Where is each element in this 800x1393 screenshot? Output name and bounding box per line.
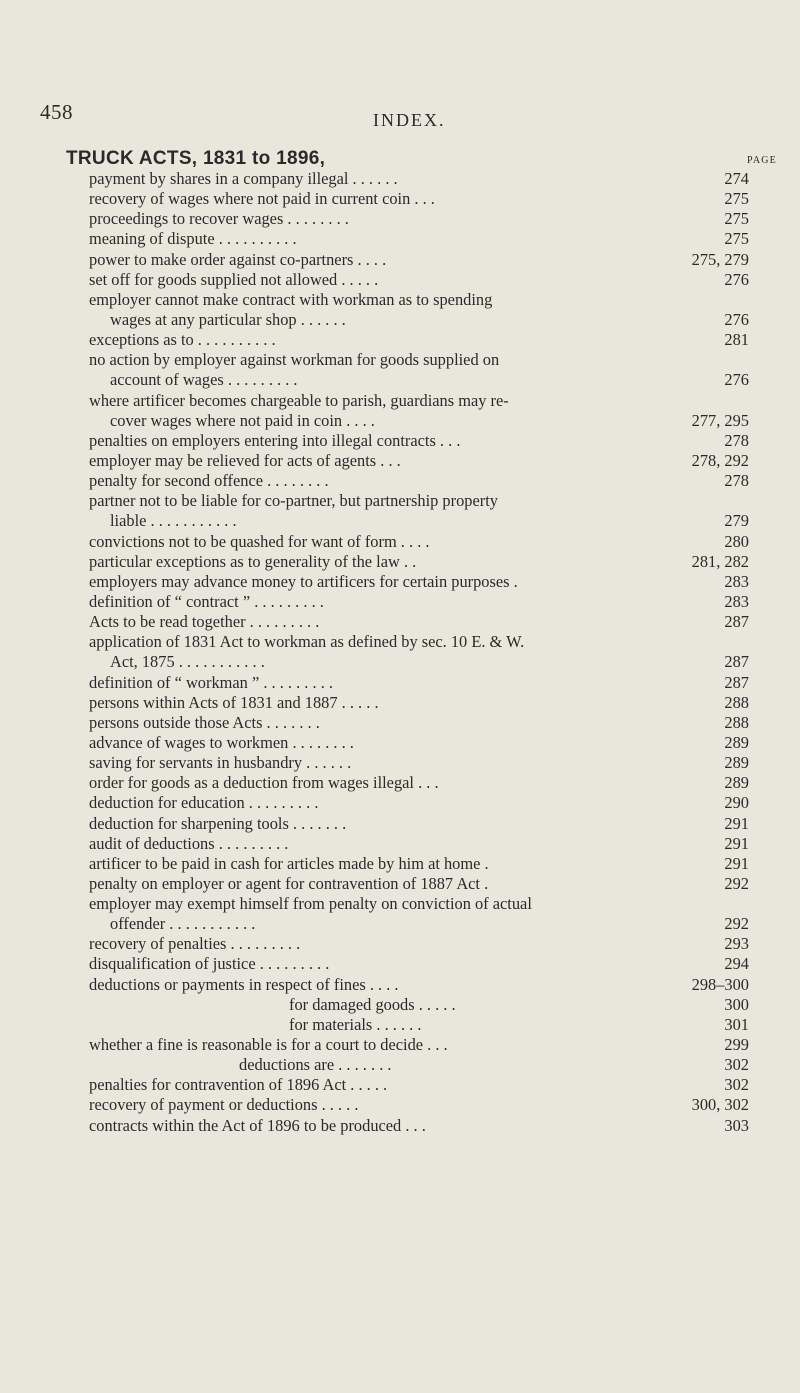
- index-line-text: application of 1831 Act to workman as defined by sec. 10 E. & W.: [89, 632, 525, 652]
- index-line: [89, 834, 749, 854]
- index-line: [89, 370, 749, 390]
- index-line: [89, 814, 749, 834]
- index-line-page-ref: 292: [724, 914, 749, 934]
- index-line-page-ref: 289: [724, 773, 749, 793]
- index-line-text: audit of deductions . . . . . . . . .: [89, 833, 289, 853]
- index-line: [89, 209, 749, 229]
- index-line-page-ref: 276: [724, 269, 749, 289]
- index-line-text: penalties for contravention of 1896 Act . . . . .: [89, 1075, 388, 1095]
- index-line: [89, 1015, 749, 1035]
- running-head: INDEX.: [373, 110, 446, 130]
- index-line-page-ref: 275: [724, 229, 749, 249]
- index-line-text: artificer to be paid in cash for articles made by him at home .: [89, 853, 489, 873]
- index-line: [89, 954, 749, 974]
- index-line-page-ref: 275: [724, 189, 749, 209]
- page-number: 458: [40, 100, 73, 124]
- index-line: [89, 572, 749, 592]
- index-line-page-ref: 289: [724, 753, 749, 773]
- index-line-text: proceedings to recover wages . . . . . . . .: [89, 209, 349, 229]
- index-line-text: wages at any particular shop . . . . . .: [110, 309, 346, 329]
- index-line-page-ref: 277, 295: [691, 410, 749, 430]
- index-line: [89, 652, 749, 672]
- index-line-page-ref: 280: [724, 531, 749, 551]
- index-line-page-ref: 288: [724, 692, 749, 712]
- index-entry-list: [89, 169, 749, 1136]
- index-line: [89, 310, 749, 330]
- index-line-text: advance of wages to workmen . . . . . . . .: [89, 732, 354, 752]
- index-line-text: partner not to be liable for co-partner, but partnership property: [89, 491, 498, 511]
- index-line-text: Acts to be read together . . . . . . . . .: [89, 612, 320, 632]
- index-line-text: Act, 1875 . . . . . . . . . . .: [110, 652, 265, 672]
- index-line-text: persons within Acts of 1831 and 1887 . . . . .: [89, 692, 379, 712]
- index-line-page-ref: 281: [724, 330, 749, 350]
- index-line-page-ref: 291: [724, 853, 749, 873]
- index-line-text: meaning of dispute . . . . . . . . . .: [89, 229, 297, 249]
- index-line-text: whether a fine is reasonable is for a court to decide . . .: [89, 1035, 448, 1055]
- index-line-page-ref: 291: [724, 833, 749, 853]
- index-line-text: disqualification of justice . . . . . . . . .: [89, 954, 330, 974]
- index-line-text: exceptions as to . . . . . . . . . .: [89, 330, 276, 350]
- index-line-page-ref: 287: [724, 672, 749, 692]
- index-line: [89, 169, 749, 189]
- index-line-page-ref: 287: [724, 652, 749, 672]
- index-line: [89, 1075, 749, 1095]
- index-line-text: deductions are . . . . . . .: [239, 1055, 392, 1075]
- index-line-page-ref: 302: [724, 1055, 749, 1075]
- index-line-text: penalties on employers entering into illegal contracts . . .: [89, 430, 461, 450]
- index-line-page-ref: 283: [724, 591, 749, 611]
- index-line: [89, 1116, 749, 1136]
- index-line: [89, 451, 749, 471]
- index-line: [89, 1035, 749, 1055]
- index-line-page-ref: 301: [724, 1014, 749, 1034]
- index-line-text: deduction for sharpening tools . . . . . . .: [89, 813, 347, 833]
- index-line: [89, 894, 749, 914]
- index-line-page-ref: 298–300: [691, 974, 749, 994]
- index-line: [89, 693, 749, 713]
- index-line-text: persons outside those Acts . . . . . . .: [89, 712, 320, 732]
- index-line: [89, 934, 749, 954]
- index-line-text: penalty for second offence . . . . . . . .: [89, 471, 329, 491]
- index-line: [89, 250, 749, 270]
- index-line-page-ref: 289: [724, 732, 749, 752]
- index-line-page-ref: 279: [724, 511, 749, 531]
- index-line-text: employer may exempt himself from penalty on conviction of actual: [89, 894, 532, 914]
- index-line: [89, 1055, 749, 1075]
- index-line: [89, 914, 749, 934]
- index-line-text: recovery of penalties . . . . . . . . .: [89, 934, 301, 954]
- index-line-text: convictions not to be quashed for want of form . . . .: [89, 531, 430, 551]
- index-line-page-ref: 291: [724, 813, 749, 833]
- index-line-page-ref: 300, 302: [691, 1095, 749, 1115]
- index-line: [89, 350, 749, 370]
- index-line: [89, 532, 749, 552]
- index-line-text: cover wages where not paid in coin . . . .: [110, 410, 375, 430]
- index-line-page-ref: 290: [724, 793, 749, 813]
- index-line-page-ref: 300: [724, 994, 749, 1014]
- entry-heading: TRUCK ACTS, 1831 to 1896,: [66, 148, 326, 169]
- index-line: [89, 874, 749, 894]
- index-line: [89, 753, 749, 773]
- index-line: [89, 713, 749, 733]
- index-line-page-ref: 302: [724, 1075, 749, 1095]
- index-line: [89, 632, 749, 652]
- index-line-text: deduction for education . . . . . . . . .: [89, 793, 319, 813]
- index-line-text: particular exceptions as to generality of the law . .: [89, 551, 417, 571]
- index-line: [89, 229, 749, 249]
- index-line-text: employer cannot make contract with workman as to spending: [89, 289, 493, 309]
- index-line-text: saving for servants in husbandry . . . . . .: [89, 753, 352, 773]
- index-line-text: no action by employer against workman for goods supplied on: [89, 350, 500, 370]
- index-line: [89, 592, 749, 612]
- index-line: [89, 471, 749, 491]
- index-line-page-ref: 293: [724, 934, 749, 954]
- index-line-page-ref: 276: [724, 309, 749, 329]
- index-line: [89, 411, 749, 431]
- index-line-text: definition of “ contract ” . . . . . . . . .: [89, 591, 324, 611]
- index-line: [89, 1095, 749, 1115]
- index-line-text: order for goods as a deduction from wages illegal . . .: [89, 773, 439, 793]
- index-line-text: recovery of wages where not paid in current coin . . .: [89, 189, 435, 209]
- index-line-text: where artificer becomes chargeable to parish, guardians may re-: [89, 390, 509, 410]
- index-line-page-ref: 292: [724, 873, 749, 893]
- index-line: [89, 491, 749, 511]
- index-line: [89, 290, 749, 310]
- index-line-text: offender . . . . . . . . . . .: [110, 914, 256, 934]
- index-line-text: employer may be relieved for acts of agents . . .: [89, 450, 401, 470]
- index-line-page-ref: 276: [724, 370, 749, 390]
- index-line-page-ref: 288: [724, 712, 749, 732]
- index-line: [89, 854, 749, 874]
- index-line-page-ref: 274: [724, 169, 749, 188]
- index-line: [89, 773, 749, 793]
- index-line-text: for materials . . . . . .: [289, 1014, 422, 1034]
- index-line-page-ref: 299: [724, 1035, 749, 1055]
- index-line-text: employers may advance money to artificers for certain purposes .: [89, 571, 518, 591]
- index-line-page-ref: 281, 282: [691, 551, 749, 571]
- index-line-page-ref: 278: [724, 471, 749, 491]
- index-line: [89, 733, 749, 753]
- index-line: [89, 189, 749, 209]
- index-line: [89, 995, 749, 1015]
- page-column-label: PAGE: [747, 155, 777, 166]
- index-line-text: contracts within the Act of 1896 to be produced . . .: [89, 1115, 426, 1135]
- index-line-text: definition of “ workman ” . . . . . . . . .: [89, 672, 333, 692]
- index-line-page-ref: 303: [724, 1115, 749, 1135]
- index-line: [89, 511, 749, 531]
- index-line-page-ref: 278, 292: [691, 450, 749, 470]
- index-line-page-ref: 275, 279: [691, 249, 749, 269]
- index-line: [89, 612, 749, 632]
- index-line: [89, 552, 749, 572]
- index-line-page-ref: 275: [724, 209, 749, 229]
- index-line-text: deductions or payments in respect of fines . . . .: [89, 974, 399, 994]
- index-line-text: for damaged goods . . . . .: [289, 994, 456, 1014]
- index-line-text: account of wages . . . . . . . . .: [110, 370, 298, 390]
- index-line-text: power to make order against co-partners . . . .: [89, 249, 387, 269]
- index-line: [89, 975, 749, 995]
- index-line-text: liable . . . . . . . . . . .: [110, 511, 237, 531]
- index-line: [89, 793, 749, 813]
- index-line: [89, 330, 749, 350]
- index-line: [89, 431, 749, 451]
- index-line: [89, 673, 749, 693]
- index-line: [89, 270, 749, 290]
- index-line: [89, 391, 749, 411]
- index-line-text: payment by shares in a company illegal . . . . . .: [89, 169, 398, 188]
- index-line-page-ref: 287: [724, 612, 749, 632]
- index-line-text: recovery of payment or deductions . . . . .: [89, 1095, 359, 1115]
- index-line-page-ref: 283: [724, 571, 749, 591]
- index-line-text: penalty on employer or agent for contravention of 1887 Act .: [89, 873, 489, 893]
- index-line-page-ref: 294: [724, 954, 749, 974]
- index-line-text: set off for goods supplied not allowed . . . . .: [89, 269, 379, 289]
- index-line-page-ref: 278: [724, 430, 749, 450]
